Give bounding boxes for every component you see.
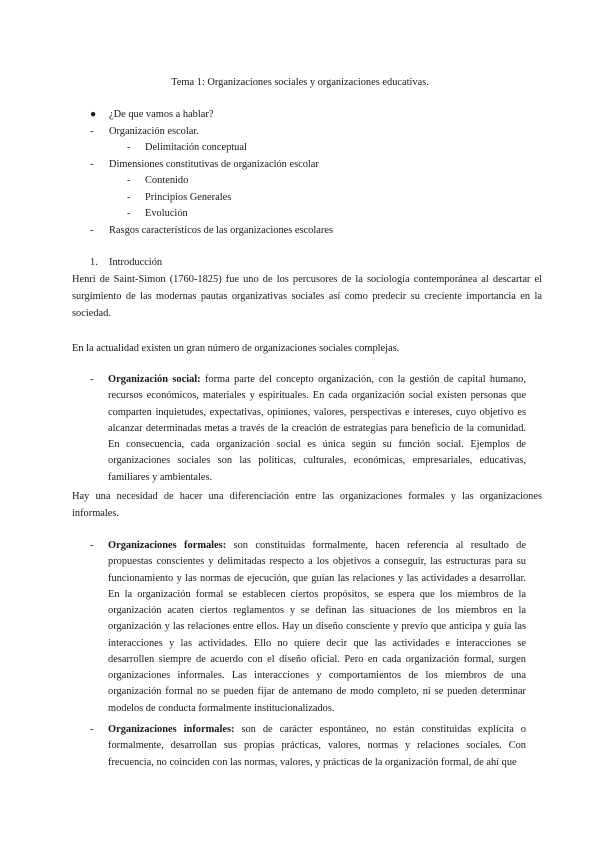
outline-dash: - <box>127 192 131 203</box>
social-organization-text: forma parte del concepto organización, con la gestión de capital humano, recursos económicos, materiales y espirituales. En cada organización social existen personas que comparten inquietudes, expectativas, opiniones, valores, perspectivas e intereses, cuyo objetivo es alcanzar determinadas metas a través de la creación de estrategias para beneficio de la comunidad. En consecuencia, cada organización social es única según su función social. Ejemplos de organizaciones sociales son las políticas, culturales, económicas, empresariales, educativas, familiares y ambientales. <box>108 374 526 483</box>
social-organization-term: Organización social: <box>108 374 201 385</box>
paragraph-formal-informal: Hay una necesidad de hacer una diferenciación entre las organizaciones formales y las organizaciones informales. <box>72 491 542 520</box>
informal-organizations-text: son de carácter espontáneo, no están constituidas explícita o formalmente, desarrollan sus propias prácticas, valores, normas y relaciones sociales. Con frecuencia, no coinciden con las normas, valores, y prácticas de la organización formal, de ahí que <box>108 724 526 768</box>
outline-dash: - <box>90 126 94 137</box>
list-dash: - <box>90 724 94 735</box>
list-dash: - <box>90 540 94 551</box>
formal-organizations-term: Organizaciones formales: <box>108 540 227 551</box>
bullet-dot-icon: ● <box>90 109 97 120</box>
informal-organizations-term: Organizaciones informales: <box>108 724 235 735</box>
outline-dash: - <box>127 142 131 153</box>
outline-dash: - <box>90 225 94 236</box>
section-title: Introducción <box>109 257 163 268</box>
outline-dash: - <box>90 159 94 170</box>
paragraph-complex-organizations: En la actualidad existen un gran número de organizaciones sociales complejas. <box>72 343 400 354</box>
social-organization-item <box>108 372 526 486</box>
intro-paragraph: Henri de Saint-Simon (1760-1825) fue uno de los percusores de la sociología contemporánea al descartar el surgimiento de las modernas pautas organizativas sociales así como predecir su creciente importancia en la sociedad. <box>72 274 542 320</box>
outline-item-contenido: Contenido <box>145 175 189 186</box>
list-dash: - <box>90 374 94 385</box>
section-number: 1. <box>90 257 98 268</box>
informal-organizations-item <box>108 722 526 771</box>
outline-dash: - <box>127 208 131 219</box>
outline-item-evolucion: Evolución <box>145 208 188 219</box>
outline-item-dimensiones: Dimensiones constitutivas de organización escolar <box>109 159 319 170</box>
formal-organizations-item <box>108 538 526 717</box>
outline-item-delimitacion: Delimitación conceptual <box>145 142 247 153</box>
page-title: Tema 1: Organizaciones sociales y organizaciones educativas. <box>171 77 429 88</box>
outline-item-organizacion-escolar: Organización escolar. <box>109 126 199 137</box>
outline-dash: - <box>127 175 131 186</box>
formal-organizations-text: son constituidas formalmente, hacen referencia al resultado de propuestas conscientes y delimitadas respecto a los objetivos a conseguir, las estructuras para su funcionamiento y las normas de ejecución, que guían las relaciones y las actividades a desarrollar. En la organización formal se establecen ciertos propósitos, se espera que los miembros de la organización acaten ciertos reglamentos y se definan las situaciones de los miembros en la organización y las relaciones entre ellos. Hay un diseño consciente y previo que anticipa y guía las interacciones y las actividades. Ello no quiere decir que las actividades e interacciones se desarrollen siempre de acuerdo con el diseño oficial. Pero en cada organización formal, surgen organizaciones informales. Las interacciones y comportamientos de los miembros de una organización formal no se pueden fijar de antemano de modo completo, ni se pueden determinar modelos de conducta formalmente institucionalizados. <box>108 540 526 714</box>
outline-item-rasgos: Rasgos característicos de las organizaciones escolares <box>109 225 333 236</box>
outline-item-principios: Principios Generales <box>145 192 232 203</box>
outline-heading: ¿De que vamos a hablar? <box>109 109 214 120</box>
